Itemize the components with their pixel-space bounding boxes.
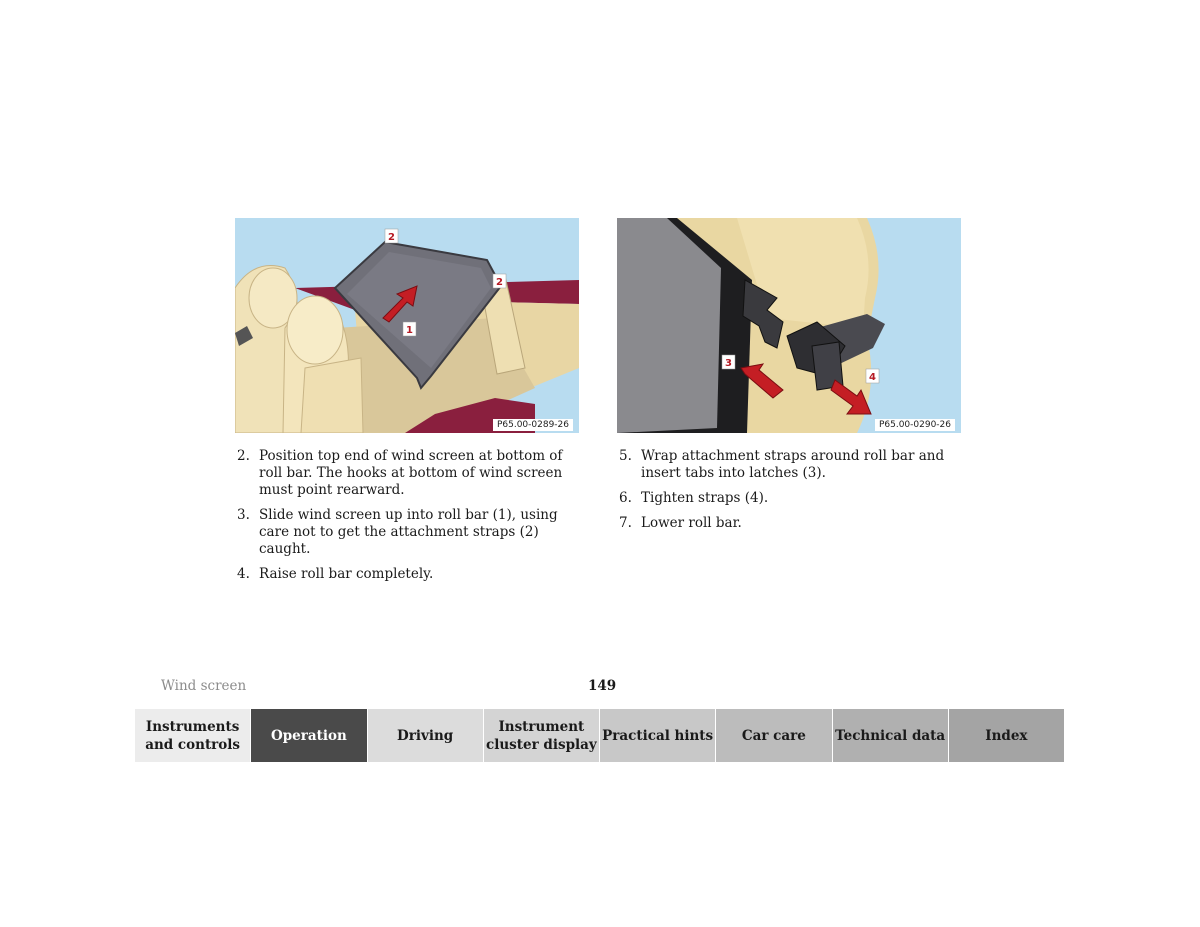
- figure-attachment-straps: [617, 218, 961, 433]
- figure-wind-screen-insert: [235, 218, 579, 433]
- figure-code: P65.00-0290-26: [875, 419, 955, 431]
- list-item: [237, 507, 587, 558]
- step-number: 6.: [619, 490, 632, 506]
- step-number: 3.: [237, 507, 250, 523]
- section-title: Wind screen: [161, 678, 247, 694]
- marker-label: 3: [725, 358, 732, 369]
- tab-technical-data[interactable]: Technical data: [833, 709, 949, 762]
- list-item: [619, 448, 969, 482]
- figure-code: P65.00-0289-26: [493, 419, 573, 431]
- list-item: [237, 448, 587, 499]
- marker-label: 1: [406, 325, 413, 336]
- instruction-list-right: [619, 448, 969, 540]
- tab-instrument-cluster-display[interactable]: Instrument cluster display: [484, 709, 600, 762]
- step-text: Position top end of wind screen at bottom of roll bar. The hooks at bottom of wind screen must point rearward.: [259, 448, 563, 498]
- tab-operation[interactable]: Operation: [251, 709, 367, 762]
- list-item: [619, 515, 969, 532]
- step-text: Tighten straps (4).: [641, 490, 769, 506]
- instruction-list-left: [237, 448, 587, 591]
- illustration-attachment-straps: [617, 218, 961, 433]
- illustration-wind-screen-insert: [235, 218, 579, 433]
- list-item: [619, 490, 969, 507]
- step-text: Lower roll bar.: [641, 515, 742, 531]
- step-number: 4.: [237, 566, 250, 582]
- list-item: [237, 566, 587, 583]
- tab-practical-hints[interactable]: Practical hints: [600, 709, 716, 762]
- page-number: 149: [588, 678, 617, 694]
- marker-label: 2: [496, 277, 503, 288]
- step-text: Raise roll bar completely.: [259, 566, 434, 582]
- tab-driving[interactable]: Driving: [368, 709, 484, 762]
- step-text: Wrap attachment straps around roll bar and insert tabs into latches (3).: [641, 448, 945, 481]
- chapter-nav: [135, 709, 1064, 762]
- step-text: Slide wind screen up into roll bar (1), using care not to get the attachment straps (2) caught.: [259, 507, 558, 557]
- step-number: 5.: [619, 448, 632, 464]
- tab-car-care[interactable]: Car care: [716, 709, 832, 762]
- tab-index[interactable]: Index: [949, 709, 1064, 762]
- step-number: 7.: [619, 515, 632, 531]
- marker-label: 2: [388, 232, 395, 243]
- step-number: 2.: [237, 448, 250, 464]
- marker-label: 4: [869, 372, 876, 383]
- tab-instruments-and-controls[interactable]: Instruments and controls: [135, 709, 251, 762]
